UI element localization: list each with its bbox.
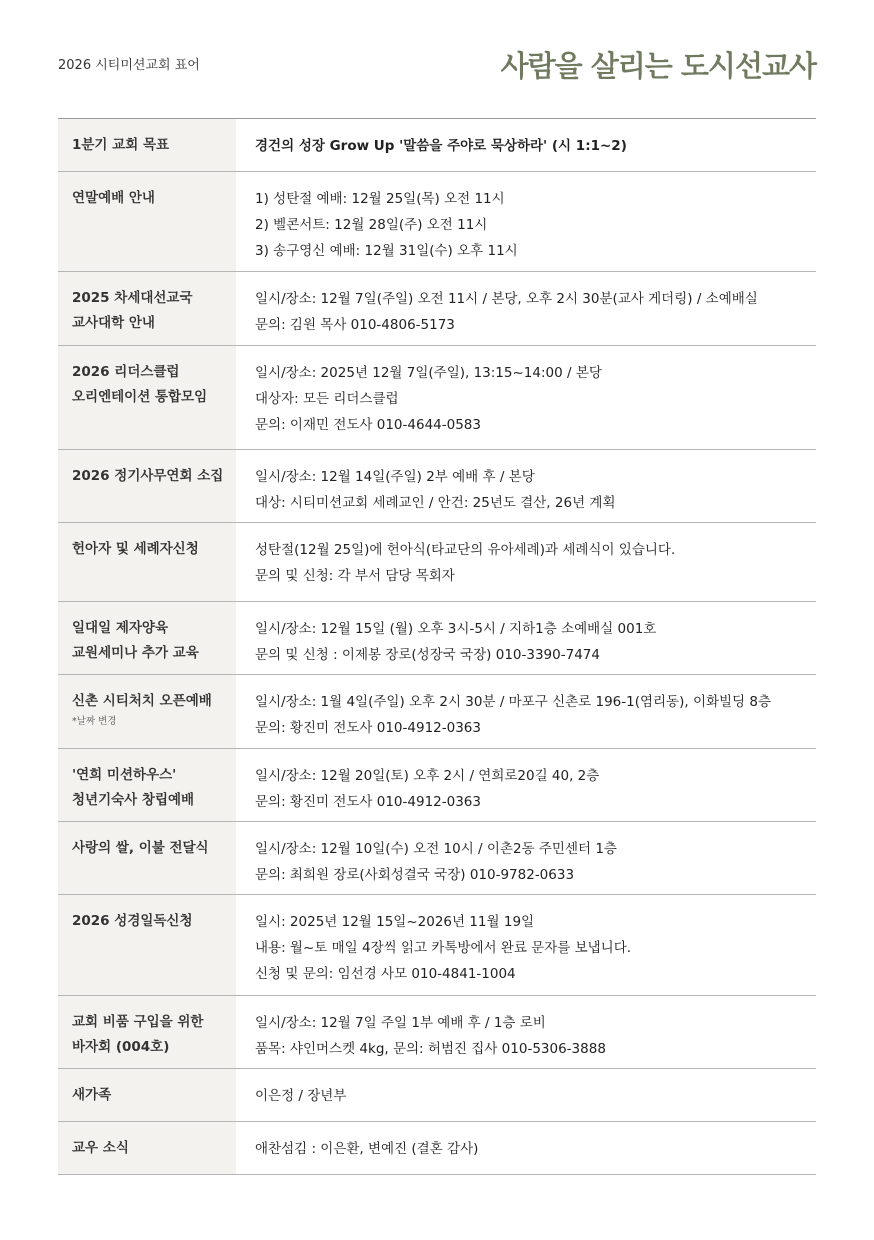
table-row [58,450,816,523]
row-content-line: 일시/장소: 1월 4일(주일) 오후 2시 30분 / 마포구 신촌로 196-1(염리동), 이화빌딩 8층 [255,694,772,710]
row-content [236,172,816,271]
row-label [58,1069,236,1121]
row-label-line: 2026 정기사무연회 소집 [72,468,224,484]
row-content [236,996,816,1068]
row-label [58,749,236,821]
row-content-line: 3) 송구영신 예배: 12월 31일(수) 오후 11시 [255,243,518,259]
row-content-line: 일시/장소: 12월 20일(토) 오후 2시 / 연희로20길 40, 2층 [255,768,600,784]
row-label-line: 새가족 [72,1087,112,1103]
table-row [58,1069,816,1122]
row-content-line: 1) 성탄절 예배: 12월 25일(목) 오전 11시 [255,191,505,207]
row-label-line: 교우 소식 [72,1140,129,1156]
table-row [58,675,816,749]
row-content-line: 일시/장소: 12월 7일(주일) 오전 11시 / 본당, 오후 2시 30분(교사 게더링) / 소예배실 [255,291,758,307]
row-content [236,523,816,601]
row-label [58,346,236,449]
row-label [58,895,236,995]
row-label-line: 오리엔테이션 통합모임 [72,389,208,405]
table-row [58,895,816,996]
row-content-line: 내용: 월~토 매일 4장씩 읽고 카톡방에서 완료 문자를 보냅니다. [255,940,632,956]
row-content-line: 문의: 김원 목사 010-4806-5173 [255,317,455,333]
motto-caption: 2026 시티미션교회 표어 [58,58,200,73]
row-label-line: 연말예배 안내 [72,190,155,206]
row-content [236,346,816,449]
row-label [58,822,236,894]
page-title: 사람을 살리는 도시선교사 [500,49,816,83]
table-row [58,602,816,675]
row-label [58,602,236,674]
row-content [236,822,816,894]
row-label-line: 일대일 제자양육 [72,620,168,636]
row-content-line: 문의: 최희원 장로(사회성결국 국장) 010-9782-0633 [255,867,575,883]
row-content [236,895,816,995]
table-row [58,822,816,895]
row-label-line: 헌아자 및 세례자신청 [72,541,199,557]
row-content-line: 문의: 이재민 전도사 010-4644-0583 [255,417,481,433]
row-content [236,119,816,171]
row-content-line: 일시: 2025년 12월 15일~2026년 11월 19일 [255,914,535,930]
row-content-line: 일시/장소: 12월 15일 (월) 오후 3시-5시 / 지하1층 소예배실 001호 [255,621,657,637]
row-content-line: 애찬섬김 : 이은환, 변예진 (결혼 감사) [255,1141,479,1157]
table-row [58,749,816,822]
row-label-line: 신촌 시티처치 오픈예배 [72,693,212,709]
row-content-line: 신청 및 문의: 임선경 사모 010-4841-1004 [255,966,516,982]
table-row [58,996,816,1069]
row-content [236,749,816,821]
row-label-line: 1분기 교회 목표 [72,137,170,153]
row-content [236,272,816,345]
row-label-line: 청년기숙사 창립예배 [72,792,195,808]
row-content-line: 문의: 황진미 전도사 010-4912-0363 [255,794,481,810]
row-label-note: *날짜 변경 [72,716,117,727]
row-content-line: 일시/장소: 2025년 12월 7일(주일), 13:15~14:00 / 본당 [255,365,602,381]
row-label [58,523,236,601]
table-row [58,272,816,346]
table-row [58,346,816,450]
row-label-line: 교사대학 안내 [72,315,155,331]
row-content-line: 일시/장소: 12월 10일(수) 오전 10시 / 이촌2동 주민센터 1층 [255,841,617,857]
row-label-line: 2026 리더스클럽 [72,364,180,380]
row-content-line: 대상자: 모든 리더스클럽 [255,391,399,407]
row-label-line: 교원세미나 추가 교육 [72,645,199,661]
row-label-line: 2026 성경일독신청 [72,913,193,929]
row-label-line: 사랑의 쌀, 이불 전달식 [72,840,209,856]
row-content [236,602,816,674]
row-content-line: 일시/장소: 12월 7일 주일 1부 예배 후 / 1층 로비 [255,1015,546,1031]
row-content-line: 2) 벨콘서트: 12월 28일(주) 오전 11시 [255,217,488,233]
row-label-line: 바자회 (004호) [72,1039,170,1055]
row-content-line: 일시/장소: 12월 14일(주일) 2부 예배 후 / 본당 [255,469,535,485]
row-label-line: 2025 차세대선교국 [72,290,193,306]
row-content-line: 문의: 황진미 전도사 010-4912-0363 [255,720,481,736]
row-content-line: 문의 및 신청 : 이제봉 장로(성장국 국장) 010-3390-7474 [255,647,600,663]
row-label [58,272,236,345]
row-content-line: 문의 및 신청: 각 부서 담당 목회자 [255,568,455,584]
table-row [58,1122,816,1175]
row-content-line: 성탄절(12월 25일)에 헌아식(타교단의 유아세례)과 세례식이 있습니다. [255,542,676,558]
table-row [58,119,816,172]
row-label [58,996,236,1068]
table-row [58,172,816,272]
row-label [58,675,236,748]
row-content-line: 이은정 / 장년부 [255,1088,347,1104]
row-label [58,172,236,271]
row-label [58,450,236,522]
row-content [236,1122,816,1174]
row-content-line: 품목: 샤인머스켓 4kg, 문의: 허범진 집사 010-5306-3888 [255,1041,606,1057]
table-row [58,523,816,602]
row-label [58,119,236,171]
row-label [58,1122,236,1174]
row-content-line: 대상: 시티미션교회 세례교인 / 안건: 25년도 결산, 26년 계획 [255,495,616,511]
row-label-line: 교회 비품 구입을 위한 [72,1014,204,1030]
row-content [236,675,816,748]
row-label-line: '연희 미션하우스' [72,767,177,783]
row-content [236,1069,816,1121]
row-content-line: 경건의 성장 Grow Up '말씀을 주야로 묵상하라' (시 1:1~2) [255,138,627,154]
row-content [236,450,816,522]
announcement-table [58,118,816,1175]
